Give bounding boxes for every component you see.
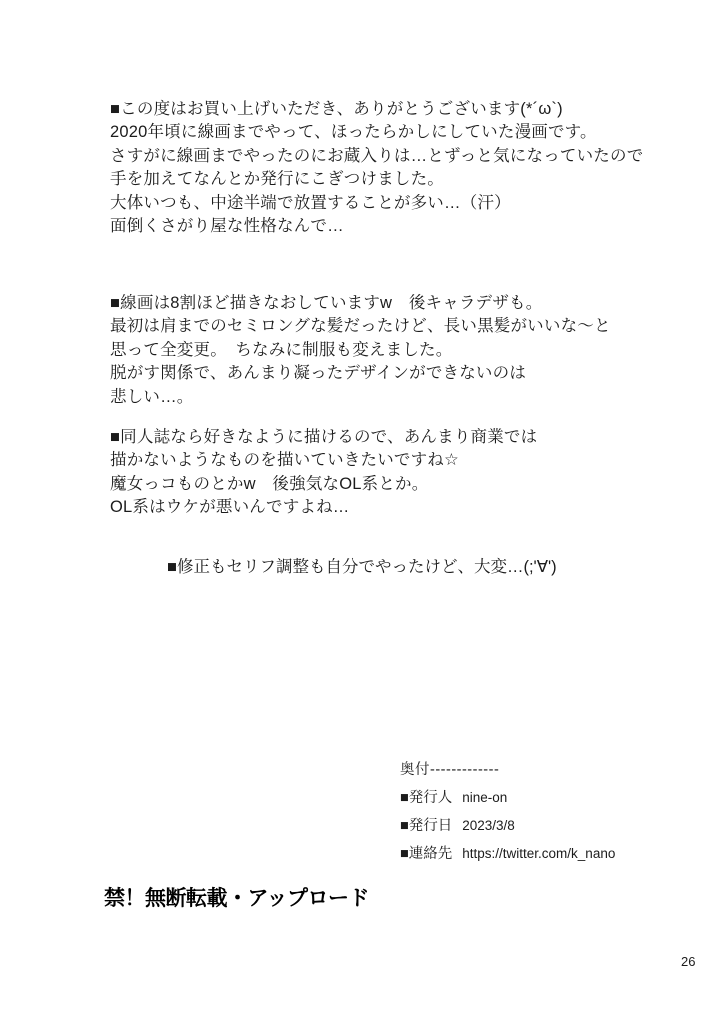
publisher-value: nine-on bbox=[462, 790, 508, 805]
colophon-contact-row bbox=[400, 845, 615, 863]
afterword-note: ■修正もセリフ調整も自分でやったけど、大変…(;'∀') bbox=[167, 558, 557, 576]
publication-date-value: 2023/3/8 bbox=[462, 818, 515, 833]
text-line: 2020年頃に線画までやって、ほったらかしにしていた漫画です。 bbox=[110, 123, 597, 142]
page-number: 26 bbox=[681, 954, 696, 969]
text-line: 手を加えてなんとか発行にこぎつけました。 bbox=[110, 170, 444, 189]
text-line: 描かないようなものを描いていきたいですね☆ bbox=[110, 451, 459, 470]
text-line: 脱がす関係で、あんまり凝ったデザインができないのは bbox=[110, 364, 527, 383]
text-line: 悲しい…。 bbox=[110, 387, 194, 406]
text-line: OL系はウケが悪いんですよね… bbox=[110, 498, 350, 517]
text-line: ■この度はお買い上げいただき、ありがとうございます(*´ω`) bbox=[110, 100, 563, 118]
publication-date-label: ■発行日 bbox=[400, 818, 453, 834]
text-line: 大体いつも、中途半端で放置することが多い…（汗） bbox=[110, 193, 511, 212]
colophon-header: 奥付------------- bbox=[400, 762, 500, 778]
colophon-date-row bbox=[400, 817, 615, 835]
text-line: さすがに線画までやったのにお蔵入りは…とずっと気になっていたので bbox=[110, 146, 644, 165]
afterword-paragraph-greeting bbox=[110, 98, 643, 238]
text-line: 面倒くさがり屋な性格なんで… bbox=[110, 217, 344, 236]
afterword-paragraph-lineart bbox=[110, 292, 611, 409]
colophon-publisher-row bbox=[400, 789, 615, 807]
publisher-label: ■発行人 bbox=[400, 790, 453, 806]
text-line: 最初は肩までのセミロングな髪だったけど、長い黒髪がいいな～と bbox=[110, 317, 611, 336]
contact-url: https://twitter.com/k_nano bbox=[462, 846, 616, 861]
text-line: ■同人誌なら好きなように描けるので、あんまり商業では bbox=[110, 428, 538, 446]
colophon-block bbox=[400, 758, 615, 873]
text-line: ■線画は8割ほど描きなおしていますw 後キャラデザも。 bbox=[110, 294, 543, 312]
contact-label: ■連絡先 bbox=[400, 846, 453, 862]
no-reupload-warning: 禁！無断転載・アップロード bbox=[104, 887, 370, 910]
afterword-paragraph-doujinshi bbox=[110, 426, 537, 520]
text-line: 思って全変更。 ちなみに制服も変えました。 bbox=[110, 340, 453, 359]
text-line: 魔女っコものとかw 後強気なOL系とか。 bbox=[110, 474, 429, 493]
